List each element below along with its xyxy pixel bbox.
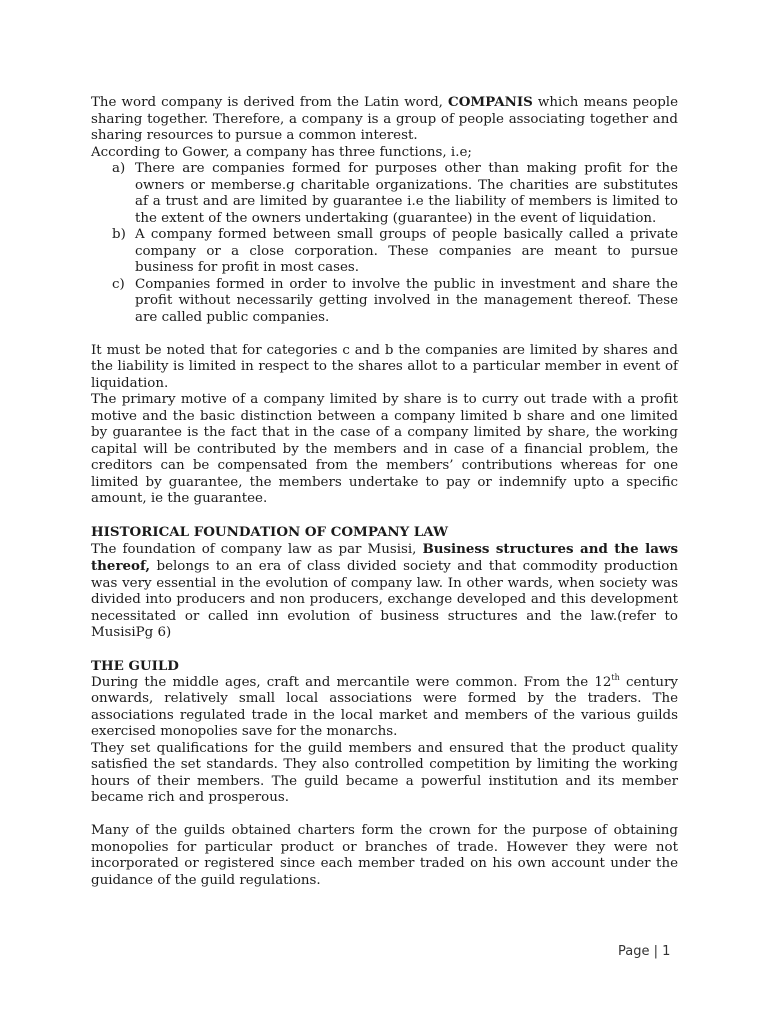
historical-paragraph: The foundation of company law as par Musisi, Business structures and the laws thereof, belongs to an era of class divided society and that commodity production was very essential in the evolution of company law. In other wards, when society was divided into producers and non producers, exchange developed and this development necessitated or called inn evolution of business structures and the law.(refer to MusisiPg 6)	[91, 540, 678, 640]
functions-list	[91, 161, 678, 326]
list-marker: a)	[112, 161, 126, 176]
list-item: b) A company formed between small groups of people basically called a private company or a close corporation. These companies are meant to pursue business for profit in most cases.	[112, 227, 678, 275]
list-marker: c)	[112, 276, 125, 292]
motive-paragraph: The primary motive of a company limited by share is to curry out trade with a profit motive and the basic distinction between a company limited b share and one limited by guarantee is the fact that in the case of a company limited by share, the working capital will be contributed by the members and in case of a financial problem, the creditors can be compensated from the members’ contributions whereas for one limited by guarantee, the members undertake to pay or indemnify upto a specific amount, ie the guarantee.	[91, 392, 678, 506]
book-title: Business structures and the laws thereof,	[91, 540, 678, 574]
guild-paragraph-3: Many of the guilds obtained charters form the crown for the purpose of obtaining monopolies for particular product or branches of trade. However they were not incorporated or registered since each member traded on his own account under the guidance of the guild regulations.	[91, 823, 678, 888]
companis-term: COMPANIS	[448, 94, 533, 110]
guild-heading: THE GUILD	[91, 658, 179, 674]
list-item: a) There are companies formed for purposes other than making profit for the owners or memberse.g charitable organizations. The charities are substitutes af a trust and are limited by guarantee i.e the liability of members is limited to the extent of the owners undertaking (guarantee) in the event of liquidation.	[112, 161, 678, 226]
intro-paragraph: The word company is derived from the Latin word, COMPANIS which means people sharing together. Therefore, a company is a group of people associating together and sharing resources to pursue a common interest.	[91, 94, 679, 143]
list-item: c) Companies formed in order to involve the public in investment and share the profit without necessarily getting involved in the management thereof. These are called public companies.	[112, 276, 678, 325]
shares-note-paragraph: It must be noted that for categories c and b the companies are limited by shares and the liability is limited in respect to the shares allot to a particular member in event of liquidation.	[91, 342, 678, 391]
list-marker: b)	[112, 227, 126, 242]
gower-paragraph: According to Gower, a company has three functions, i.e;	[91, 144, 472, 160]
guild-paragraph-1: During the middle ages, craft and mercantile were common. From the 12th century onwards, relatively small local associations were formed by the traders. The associations regulated trade in the local market and members of the various guilds exercised monopolies save for the monarchs.	[91, 672, 678, 739]
historical-heading: HISTORICAL FOUNDATION OF COMPANY LAW	[91, 524, 448, 540]
page-number: Page | 1	[618, 944, 671, 959]
guild-paragraph-2: They set qualifications for the guild members and ensured that the product quality satisfied the set standards. They also controlled competition by limiting the working hours of their members. The guild became a powerful institution and its member became rich and prosperous.	[91, 740, 678, 805]
document-body	[91, 94, 678, 889]
